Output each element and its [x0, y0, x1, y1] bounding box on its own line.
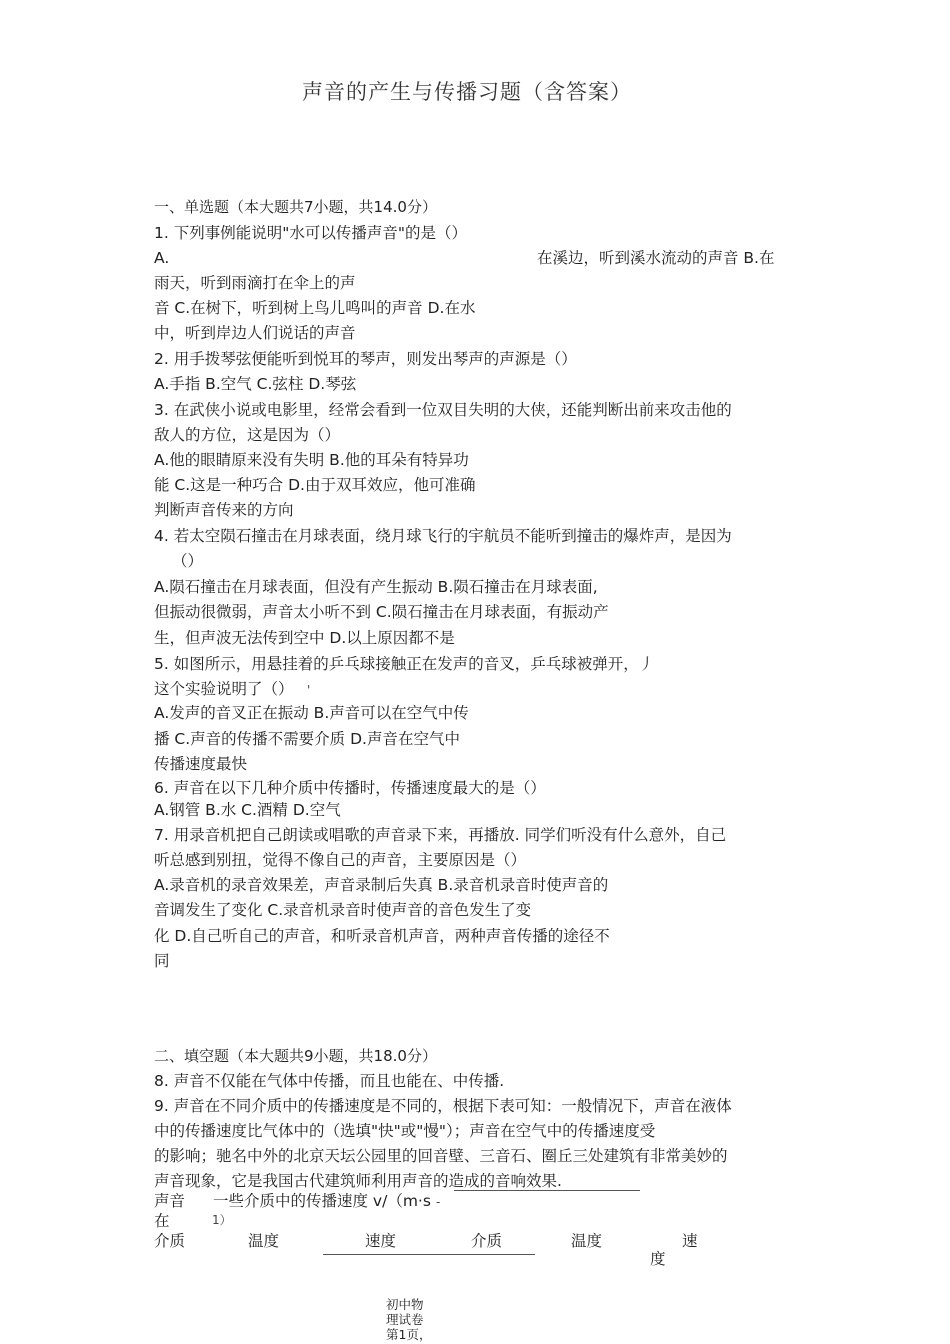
- page-footer-page-number: 第1页，: [386, 1327, 432, 1342]
- question-3-options-line: 判断声音传来的方向: [154, 501, 294, 519]
- question-2-options: A.手指 B.空气 C.弦柱 D.琴弦: [154, 375, 357, 393]
- question-2-stem: 2. 用手拨琴弦便能听到悦耳的琴声，则发出琴声的声源是（）: [154, 350, 577, 368]
- question-7-stem: 听总感到别扭，觉得不像自己的声音，主要原因是（）: [154, 851, 527, 869]
- table-header-temperature: 温度: [248, 1232, 280, 1250]
- table-caption-part: 声音: [154, 1192, 186, 1210]
- question-7-options-line: 同: [154, 952, 170, 970]
- question-9-stem: 声音现象，它是我国古代建筑师利用声音的造成的音响效果.: [154, 1172, 562, 1190]
- table-header-speed: 速度: [365, 1232, 397, 1250]
- question-5-stem: 5. 如图所示，用悬挂着的乒乓球接触正在发声的音叉，乒乓球被弹开，丿: [154, 655, 655, 673]
- table-header-medium: 介质: [471, 1232, 503, 1250]
- table-caption-part: 在: [154, 1212, 170, 1230]
- question-1-option-a-label: A.: [154, 249, 170, 267]
- question-9-stem: 的影响；驰名中外的北京天坛公园里的回音壁、三音石、圈丘三处建筑有非常美妙的: [154, 1147, 728, 1165]
- table-top-rule: [454, 1190, 640, 1191]
- question-1-stem: 1. 下列事例能说明"水可以传播声音"的是（）: [154, 224, 467, 242]
- section-heading-fill-in: 二、填空题（本大题共9小题，共18.0分）: [154, 1047, 437, 1065]
- question-3-stem: 3. 在武侠小说或电影里，经常会看到一位双目失明的大侠，还能判断出前来攻击他的: [154, 401, 732, 419]
- page-footer-line: 理试卷: [386, 1312, 424, 1327]
- question-4-options-line: A.陨石撞击在月球表面，但没有产生振动 B.陨石撞击在月球表面,: [154, 578, 598, 596]
- section-heading-single-choice: 一、单选题（本大题共7小题，共14.0分）: [154, 198, 437, 216]
- table-header-temperature: 温度: [571, 1232, 603, 1250]
- page-footer-line: 初中物: [386, 1297, 424, 1312]
- question-5-figure-mark: ': [307, 683, 311, 697]
- question-9-stem: 中的传播速度比气体中的（选填"快"或"慢"）；声音在空气中的传播速度受: [154, 1122, 656, 1140]
- question-4-stem: （）: [172, 552, 204, 570]
- question-8-stem: 8. 声音不仅能在气体中传播，而且也能在、中传播.: [154, 1072, 505, 1090]
- question-3-stem: 敌人的方位，这是因为（）: [154, 426, 341, 444]
- question-4-options-line: 但振动很微弱，声音太小听不到 C.陨石撞击在月球表面，有振动产: [154, 603, 609, 621]
- page-title: 声音的产生与传播习题（含答案）: [302, 80, 632, 104]
- question-7-options-line: 化 D.自己听自己的声音，和听录音机声音，两种声音传播的途径不: [154, 927, 610, 945]
- question-3-options-line: 能 C.这是一种巧合 D.由于双耳效应，他可准确: [154, 476, 476, 494]
- table-caption: 一些介质中的传播速度 v/（m·s: [213, 1192, 431, 1210]
- question-5-options-line: 播 C.声音的传播不需要介质 D.声音在空气中: [154, 730, 460, 748]
- question-7-stem: 7. 用录音机把自己朗读或唱歌的声音录下来，再播放. 同学们听没有什么意外，自己: [154, 826, 727, 844]
- table-header-rule: [323, 1254, 535, 1255]
- table-header-speed-cut: 度: [650, 1250, 666, 1268]
- question-4-stem: 4. 若太空陨石撞击在月球表面，绕月球飞行的宇航员不能听到撞击的爆炸声，是因为: [154, 527, 732, 545]
- table-header-medium: 介质: [154, 1232, 186, 1250]
- question-1-options-line: 中，听到岸边人们说话的声音: [154, 324, 356, 342]
- question-7-options-line: A.录音机的录音效果差，声音录制后失真 B.录音机录音时使声音的: [154, 876, 609, 894]
- table-caption-part: -: [436, 1195, 441, 1209]
- question-1-options-line: 音 C.在树下，听到树上鸟儿鸣叫的声音 D.在水: [154, 299, 476, 317]
- question-4-options-line: 生，但声波无法传到空中 D.以上原因都不是: [154, 629, 455, 647]
- question-7-options-line: 音调发生了变化 C.录音机录音时使声音的音色发生了变: [154, 901, 532, 919]
- question-3-options-line: A.他的眼睛原来没有失明 B.他的耳朵有特异功: [154, 451, 469, 469]
- question-5-options-line: A.发声的音叉正在振动 B.声音可以在空气中传: [154, 704, 469, 722]
- question-1-options-line: 雨天，听到雨滴打在伞上的声: [154, 274, 356, 292]
- question-6-options: A.钢管 B.水 C.酒精 D.空气: [154, 801, 341, 819]
- question-6-stem: 6. 声音在以下几种介质中传播时，传播速度最大的是（）: [154, 779, 546, 797]
- question-1-options-line: 在溪边，听到溪水流动的声音 B.在: [537, 249, 775, 267]
- table-header-speed: 速: [682, 1232, 698, 1250]
- table-caption-part: 1）: [212, 1213, 232, 1227]
- question-5-options-line: 传播速度最快: [154, 755, 248, 773]
- question-5-stem: 这个实验说明了（）: [154, 680, 294, 698]
- question-9-stem: 9. 声音在不同介质中的传播速度是不同的，根据下表可知：一般情况下，声音在液体: [154, 1097, 732, 1115]
